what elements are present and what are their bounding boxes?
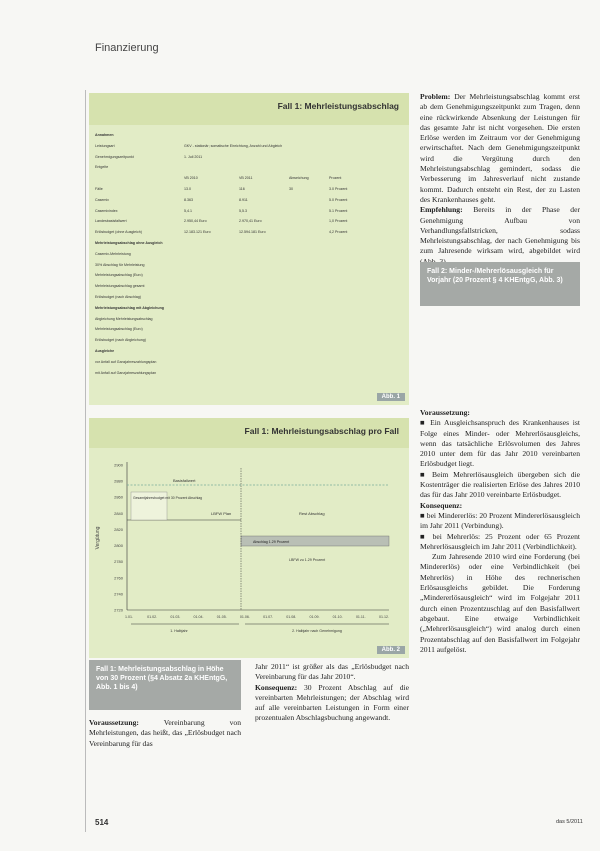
bottom-col-1-paragraph <box>89 718 241 749</box>
label-lbfw: LBFW Plan <box>211 511 232 516</box>
figure-1-cell: 3.0 Prozent <box>329 187 348 191</box>
figure-2-chart <box>89 448 409 658</box>
figure-1-cell: Casemix <box>95 197 109 202</box>
figure-1-cell: Mehrleistungsabschlag (Euro) <box>95 273 143 278</box>
figure-1-cell: Casemixindex <box>95 208 118 213</box>
voraussetzung-heading: Voraussetzung: <box>420 408 470 417</box>
bottom-konsequenz-label: Konsequenz: <box>255 682 298 692</box>
figure-1-cell: 2.970,41 Euro <box>239 219 262 224</box>
figure-1-cell: Mehrleistungsabschlag ohne Ausgleich <box>95 241 163 245</box>
figure-2-header <box>89 418 409 448</box>
empfehlung-paragraph <box>420 205 580 267</box>
figure-2-badge: Abb. 2 <box>377 646 405 654</box>
figure-1-cell: 5.0 Prozent <box>329 197 348 202</box>
figure-1-cell: 8.363 <box>184 197 193 202</box>
x-tick-label: 01.06. <box>239 615 250 619</box>
figure-1-cell: Mehrleistungsabschlag gesamt <box>95 284 145 289</box>
y-tick-label: 2720 <box>114 607 123 613</box>
figure-1-cell: Casemix-Mehrleistung <box>95 251 131 256</box>
label-rest: Rest Abschlag <box>299 511 325 516</box>
label-period1: 1. Halbjahr <box>170 629 188 633</box>
problem-label: Problem: <box>420 92 451 101</box>
x-tick-label: 01.05. <box>216 615 227 619</box>
figure-1-cell: Leistungsart <box>95 143 115 148</box>
figure-1-cell: 4,2 Prozent <box>329 230 348 235</box>
bullet-3: ■ bei Mindererlös: 20 Prozent Mindererlösausgleich im Jahr 2011 (Verbindung). <box>420 510 580 531</box>
figure-1-cell: mit Anfall auf Ganzjahreszahlungsplan <box>95 370 157 375</box>
y-tick-label: 2860 <box>114 494 123 500</box>
figure-1-cell: Erlösbudget (nach Abgleichung) <box>95 338 146 343</box>
figure-1-cell: Annahmen <box>95 133 114 137</box>
figure-1-cell: 5.1 Prozent <box>329 208 348 213</box>
figure-1-cell: Landesbasisfallwert <box>95 219 127 224</box>
figure-1-cell: Genehmigungszeitpunkt <box>95 154 134 159</box>
figure-1-cell: 12.594.181 Euro <box>239 230 266 235</box>
bottom-col-2-text-a: Jahr 2011“ ist größer als das „Erlösbudget nach Vereinbarung für das Jahr 2010“. <box>255 662 409 682</box>
empfehlung-text: Bereits in der Phase der Genehmigung Aufbau von Verhandlungsfallstricken, sodass Mehrleistungsabschlag, der nach Genehmigung bis zum Jahresende wirksam wird, abgebildet wird <box>420 205 580 256</box>
figure-1-cell: 2.950,44 Euro <box>184 219 207 224</box>
margin-rule <box>85 90 86 832</box>
label-base: Basisfallwert <box>173 478 196 483</box>
y-tick-label: 2800 <box>114 543 123 549</box>
figure-1-cell: Abgleichung Mehrleistungsabschlag <box>95 316 153 321</box>
label-cut: Abschlag 1.29 Prozent <box>253 540 290 544</box>
figure-1-header <box>89 93 409 125</box>
y-tick-label: 2880 <box>114 478 123 484</box>
empfehlung-label: Empfehlung: <box>420 205 463 215</box>
y-tick-label: 2840 <box>114 510 123 516</box>
figure-1-cell: Erlösbudget (nach Abschlag) <box>95 295 141 299</box>
figure-1-cell: Ausgleiche <box>95 349 115 353</box>
figure-1-cell: Mehrleistungsabschlag mit Abgleichung <box>95 305 164 310</box>
x-tick-label: 01.12. <box>379 615 389 619</box>
konsequenz-heading: Konsequenz: <box>420 500 463 510</box>
bullet-4: ■ bei Mehrerlös: 25 Prozent oder 65 Prozent Mehrerlösausgleich im Jahr 2011 (Verbindlichkeit). <box>420 531 580 551</box>
y-tick-label: 2760 <box>114 575 123 581</box>
y-tick-label: 2780 <box>114 559 123 565</box>
figure-1-cell: Abweichung <box>289 176 309 181</box>
bottom-col-2-paragraph-b <box>255 683 409 724</box>
figure-1 <box>89 93 409 405</box>
y-tick-label: 2900 <box>114 462 123 468</box>
tail-paragraph: Zum Jahresende 2010 wird eine Forderung (bei Mindererlös) oder eine Verbindlichkeit (bei Mehrerlös) in Höhe des rechnerischen Erlösausgleichs gebildet. Die Forderung „Mindererlösausgleich“ wird im Folgejahr 2011 durch einen Prozentzuschlag auf den Basisfallwert abgebaut. Eine etwaige Verbindlichkeit („Mehrerlösausgleich“) wird analog durch einen Prozentabschlag auf den Basisfallwert im Folgejahr 2011 aufgelöst. <box>420 552 580 654</box>
figure-1-cell: 12.183.121 Euro <box>184 230 211 235</box>
y-tick-label: 2820 <box>114 526 123 532</box>
label-period2: 2. Halbjahr nach Genehmigung <box>292 629 342 633</box>
figure-1-cell: 30% Abschlag für Mehrleistung <box>95 262 145 267</box>
bullet-2: ■ Beim Mehrerlösausgleich übergeben sich die Kostenträger die realisierten Erlöse des Jahres 2010 das für das Jahr 2010 vereinbarte Erlösbudget. <box>420 469 580 500</box>
label-plan: Gesamtjahresbudget mit 30 Prozent Abschlag <box>133 496 202 500</box>
case-1-box: Fall 1: Mehrleistungsabschlag in Höhe von 30 Prozent (§4 Absatz 2a KHEntgG, Abb. 1 bis 4) <box>89 660 241 710</box>
section-title: Finanzierung <box>95 42 159 54</box>
figure-1-cell: GKV - stationär; somatische Einrichtung, Anzahl und Abgleich <box>184 143 283 148</box>
problem-text: Der Mehrleistungsabschlag kommt erst ab dem Genehmigungszeitpunkt zum Tragen, denn eine rückwirkende Absenkung der Leistungen für das gesamte Jahr ist nicht vorgesehen. Die ersten Erlöse werden im Zeitraum vor der Genehmigung erwirtschaftet. Nach dem Genehmigungszeitpunkt wird die Vergütung durch den Mehrleistungsabschlag gemindert, sodass die Verbesserung im Jahresverlauf nicht zustande kommt. Dadurch entsteht ein Rest, der zu Lasten des Krankenhauses geht. <box>420 92 580 204</box>
problem-paragraph <box>420 92 580 205</box>
bottom-col-2 <box>255 662 409 724</box>
x-tick-label: 01.09. <box>309 615 320 619</box>
figure-1-cell: 1,0 Prozent <box>329 219 348 224</box>
right-column-lower <box>420 408 580 655</box>
figure-1-table <box>89 133 409 388</box>
x-tick-label: 01.07. <box>263 615 274 619</box>
bottom-col-1 <box>89 718 241 749</box>
figure-1-cell: VB 2011 <box>239 176 253 181</box>
label-lower: LBFW zu 1.29 Prozent <box>289 558 326 562</box>
figure-1-cell: 13.0 <box>184 187 191 191</box>
x-tick-label: 01.03. <box>170 615 181 619</box>
figure-2 <box>89 418 409 658</box>
figure-1-cell: 5,5.3 <box>239 208 247 213</box>
x-tick-label: 01.04. <box>193 615 204 619</box>
bottom-voraussetzung-label: Voraussetzung: <box>89 718 139 727</box>
x-tick-label: 01.10. <box>332 615 343 619</box>
figure-1-cell: 1. Juli 2011 <box>184 154 203 159</box>
page-number: 514 <box>95 818 109 827</box>
x-tick-label: 01.02. <box>147 615 158 619</box>
bullet-1: ■ Ein Ausgleichsanspruch des Krankenhauses ist Folge eines Minder- oder Mehrerlösausgleichs, wenn das tatsächliche Erlösvolumen des Jahres 2010 unter dem für das Jahr 2010 vereinbarten Erlösbudget liegt. <box>420 418 580 469</box>
figure-1-cell: Prozent <box>329 176 342 181</box>
figure-1-cell: 116 <box>239 187 245 191</box>
figure-1-cell: Erlösbudget (ohne Ausgleich) <box>95 230 142 235</box>
x-tick-label: 01.11. <box>355 615 366 619</box>
bottom-col-2-text-b: 30 Prozent Abschlag auf die vereinbarten Mehrleistungen; der Abschlag wird auf alle vereinbarten Leistungen in Form einer prozentualen Abschlagsbuchung angewandt. <box>255 682 409 723</box>
figure-1-cell: Entgelte <box>95 165 109 170</box>
figure-1-cell: 5,4.1 <box>184 208 192 213</box>
figure-2-title: Fall 1: Mehrleistungsabschlag pro Fall <box>244 426 399 436</box>
y-tick-label: 2740 <box>114 591 123 597</box>
x-tick-label: 1.01. <box>125 615 133 619</box>
y-axis-label: Vergütung <box>95 526 101 550</box>
figure-1-cell: Fälle <box>95 187 103 191</box>
issue-label: das 5/2011 <box>556 819 583 825</box>
figure-1-cell: vor Anfall auf Ganzjahreszahlungsplan <box>95 359 157 364</box>
figure-1-badge: Abb. 1 <box>377 393 405 401</box>
case-2-box: Fall 2: Minder-/Mehrerlösausgleich für Vorjahr (20 Prozent § 4 KHEntgG, Abb. 3) <box>420 262 580 306</box>
right-column <box>420 92 580 267</box>
x-tick-label: 01.08. <box>286 615 297 619</box>
figure-1-title: Fall 1: Mehrleistungsabschlag <box>277 101 399 111</box>
figure-1-cell: Mehrleistungsabschlag (Euro) <box>95 327 143 332</box>
figure-1-cell: 8.911 <box>239 197 248 202</box>
figure-1-cell: VB 2010 <box>184 176 198 181</box>
bottom-col-1-text: Vereinbarung von Mehrleistungen, das heißt, das „Erlösbudget nach Vereinbarung für das <box>89 718 241 748</box>
figure-1-cell: 30 <box>289 187 293 191</box>
